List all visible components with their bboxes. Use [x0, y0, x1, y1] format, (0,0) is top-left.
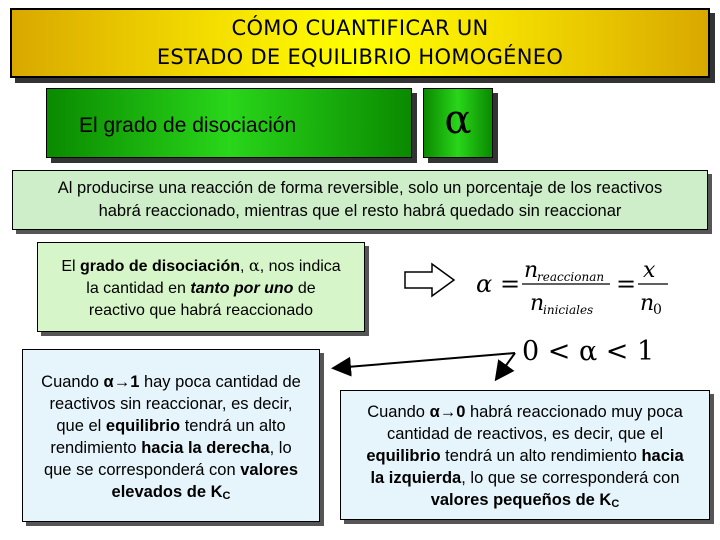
case1-text: Cuando — [41, 373, 104, 391]
case1-bold: hacia la derecha — [141, 439, 270, 457]
title-line-1: CÓMO CUANTIFICAR UN — [231, 16, 489, 40]
case1-line-6 — [23, 481, 319, 507]
definition-line-3: reactivo que habrá reaccionado — [88, 302, 314, 319]
case1-subscript: C — [222, 490, 231, 502]
case0-bold: la izquierda — [370, 469, 462, 487]
case0-line-1 — [341, 401, 709, 423]
case1-text: rendimiento — [50, 439, 142, 457]
case1-line-3 — [23, 415, 319, 437]
intro-line-2: habrá reaccionado, mientras que el resto habrá quedado sin reaccionar — [98, 202, 622, 220]
case0-subscript: C — [611, 498, 620, 510]
formula-alpha: α — [476, 270, 493, 298]
definition-text: la cantidad en — [86, 280, 191, 297]
formula-rhs-denominator-sub: 0 — [653, 302, 662, 318]
case0-line-2: cantidad de reactivos, es decir, que el — [386, 425, 664, 443]
case0-line-3 — [341, 445, 709, 467]
formula-numerator-sub: reaccionan — [537, 270, 605, 284]
case0-line-5 — [341, 489, 709, 515]
case0-text: habrá reaccionado muy poca — [465, 403, 683, 421]
case0-text: tendrá un alto rendimiento — [440, 447, 642, 465]
arrow-to-case0 — [497, 353, 515, 378]
definition-text: , — [240, 258, 249, 275]
formula-equals: = — [500, 270, 521, 298]
case1-bold: equilibrio — [105, 417, 181, 435]
case1-text: que se corresponderá con — [43, 461, 241, 479]
case0-text: , lo que se corresponderá con — [461, 469, 680, 487]
case1-condition: α→1 — [103, 373, 140, 391]
intro-line-1: Al producirse una reacción de forma reversible, solo un porcentaje de los reactivos — [57, 179, 663, 197]
title-line-2: ESTADO DE EQUILIBRIO HOMOGÉNEO — [156, 45, 564, 69]
case1-bold: elevados de K — [111, 483, 223, 501]
case0-bold: hacia — [641, 447, 684, 465]
grado-label: El grado de disociación — [79, 114, 297, 137]
case1-line-4 — [23, 437, 319, 459]
formula-rhs-denominator-n: n — [640, 291, 655, 316]
case1-text: hay poca cantidad de — [139, 373, 301, 391]
case1-line-2: reactivos sin reaccionar, es decir, — [49, 395, 293, 413]
case0-text: Cuando — [367, 403, 430, 421]
definition-text: , nos indica — [259, 258, 341, 275]
formula-denominator-sub: iniciales — [543, 303, 594, 317]
formula-equals-2: = — [616, 270, 637, 298]
formula-rhs-numerator: x — [643, 258, 656, 283]
case0-condition: α→0 — [429, 403, 466, 421]
arrow-to-case1 — [335, 353, 515, 368]
case-alpha-0-box — [340, 390, 710, 520]
definition-text: El — [61, 258, 80, 275]
case0-bold: equilibrio — [366, 447, 441, 465]
case1-text: , lo — [269, 439, 292, 457]
alpha-symbol: α — [444, 97, 472, 143]
case1-line-1 — [23, 371, 319, 393]
definition-alpha: α — [248, 256, 260, 275]
alpha-range: 0 < α < 1 — [522, 336, 655, 367]
definition-text: de — [293, 280, 316, 297]
formula-numerator-n: n — [524, 258, 539, 283]
case0-line-4 — [341, 467, 709, 489]
case1-text: que el — [56, 417, 106, 435]
formula-denominator-n: n — [530, 291, 545, 316]
definition-emphasis: tanto por uno — [190, 280, 294, 297]
case1-line-5 — [23, 459, 319, 481]
case-alpha-1-box — [22, 349, 320, 522]
case0-bold: valores pequeños de K — [430, 491, 612, 509]
case1-bold: valores — [240, 461, 299, 479]
definition-bold-term: grado de disociación — [80, 258, 241, 275]
case1-text: tendrá un alto — [180, 417, 286, 435]
